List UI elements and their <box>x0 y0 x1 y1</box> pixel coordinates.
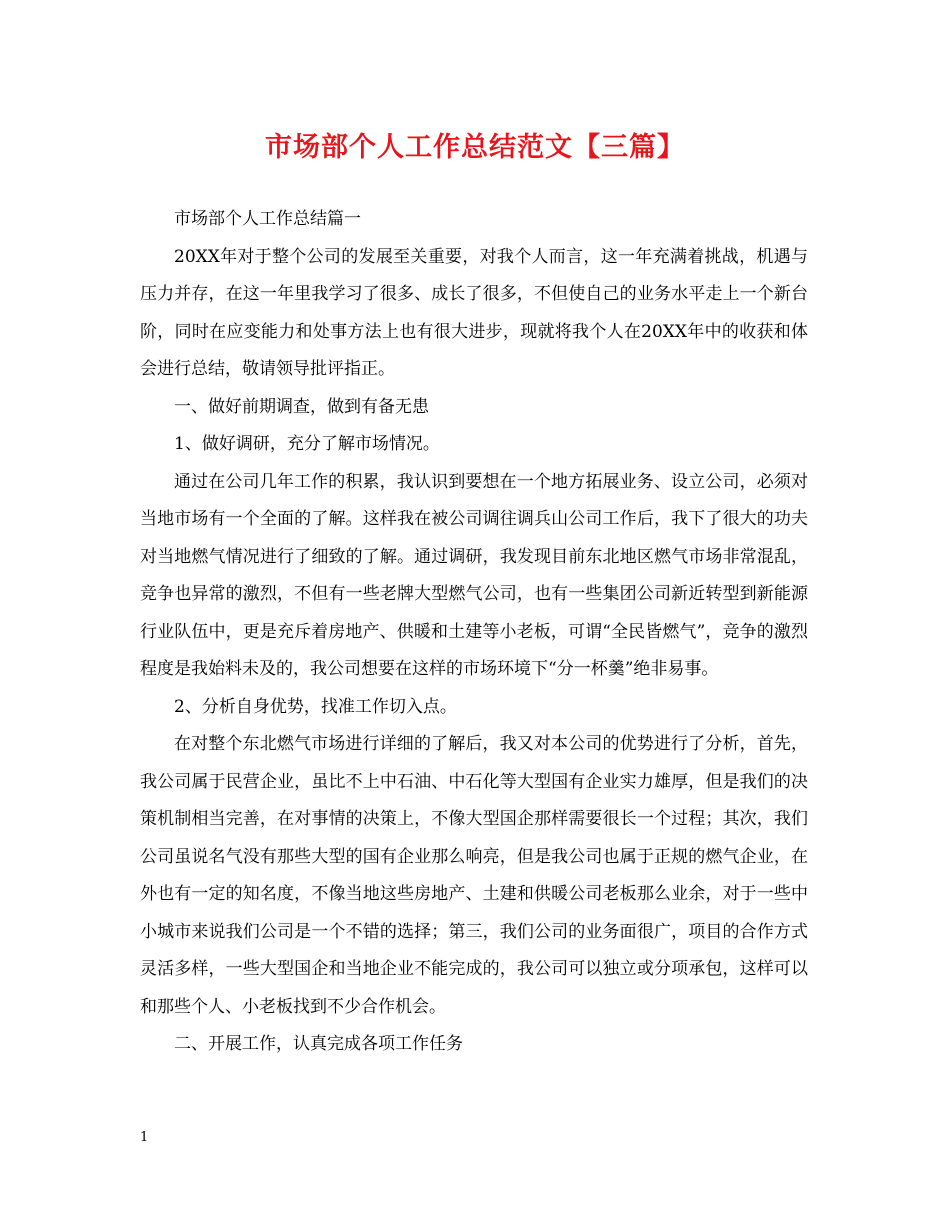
page-number: 1 <box>140 1130 149 1145</box>
subsection-heading: 2、分析自身优势，找准工作切入点。 <box>174 696 457 717</box>
body-paragraph: 在对整个东北燃气市场进行详细的了解后，我又对本公司的优势进行了分析，首先，我公司属于民营企业，虽比不上中石油、中石化等大型国有企业实力雄厚，但是我们的决策机制相当完善，在对事情的决策上，不像大型国企那样需要很长一个过程；其次，我们公司虽说名气没有那些大型的国有企业那么响亮，但是我公司也属于正规的燃气企业，在外也有一定的知名度，不像当地这些房地产、土建和供暖公司老板那么业余，对于一些中小城市来说我们公司是一个不错的选择；第三，我们公司的业务面很广，项目的合作方式灵活多样，一些大型国企和当地企业不能完成的，我公司可以独立或分项承包，这样可以和那些个人、小老板找到不少合作机会。 <box>140 734 808 1017</box>
document-title: 市场部个人工作总结范文【三篇】 <box>265 132 685 163</box>
section-heading-part-one: 市场部个人工作总结篇一 <box>174 209 361 229</box>
body-paragraph: 通过在公司几年工作的积累，我认识到要想在一个地方拓展业务、设立公司，必须对当地市场有一个全面的了解。这样我在被公司调往调兵山公司工作后，我下了很大的功夫对当地燃气情况进行了细致的了解。通过调研，我发现目前东北地区燃气市场非常混乱，竞争也异常的激烈，不但有一些老牌大型燃气公司，也有一些集团公司新近转型到新能源行业队伍中，更是充斥着房地产、供暖和土建等小老板，可谓“全民皆燃气”，竞争的激烈程度是我始料未及的，我公司想要在这样的市场环境下“分一杯羹”绝非易事。 <box>140 471 808 679</box>
section-heading: 二、开展工作，认真完成各项工作任务 <box>174 1034 463 1054</box>
document-body <box>140 201 808 1064</box>
subsection-heading: 1、做好调研，充分了解市场情况。 <box>174 434 440 454</box>
section-heading: 一、做好前期调查，做到有备无患 <box>174 396 429 417</box>
body-paragraph: 20XX年对于整个公司的发展至关重要，对我个人而言，这一年充满着挑战，机遇与压力并存，在这一年里我学习了很多、成长了很多，不但使自己的业务水平走上一个新台阶，同时在应变能力和处事方法上也有很大进步，现就将我个人在20XX年中的收获和体会进行总结，敬请领导批评指正。 <box>140 246 808 379</box>
